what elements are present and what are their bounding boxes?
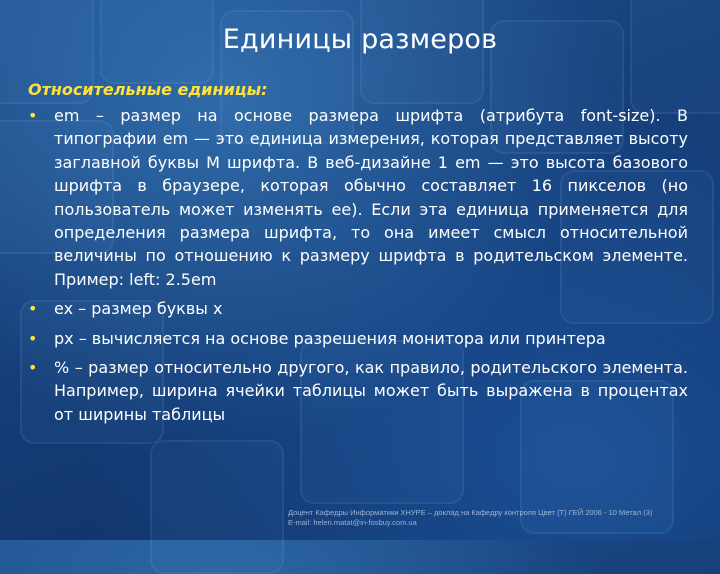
bullet-marker: • <box>28 358 38 378</box>
bullet-text: – размер буквы x <box>73 299 223 319</box>
slide-footer <box>288 508 698 528</box>
bullet-text: – размер относительно другого, как правило, родительского элемента. Например, ширина ячейки таблицы может быть выражена в процентах от ширины таблицы <box>54 358 688 424</box>
slide-title: Единицы размеров <box>222 24 498 55</box>
bullet-ex <box>28 297 688 320</box>
bullet-marker: • <box>28 106 38 125</box>
bullet-text: – размер на основе размера шрифта (атрибута font-size). В типографии em — это единица измерения, которая представляет высоту заглавной буквы М шрифта. В веб-дизайне 1 em — это высота базового шрифта в браузере, которая обычно составляет 16 пикселов (но пользователь может изменять ее). Если эта единица применяется для определения размера шрифта, то она имеет смысл относительной величины по отношению к размеру шрифта в родительском элементе. Пример: left: 2.5em <box>54 106 688 289</box>
bullet-term: px <box>54 328 74 348</box>
footer-email: E-mail: helen.matat@in-fosbuy.com.ua <box>288 518 417 527</box>
bullet-marker: • <box>28 328 38 348</box>
bullet-term: em <box>54 106 80 125</box>
bullet-px <box>28 327 688 350</box>
footer-line: Доцент Кафедры Информатики ХНУРЕ – доклад на Кафедру контроля Цвет (Т) ГЕЙ 2006 - 10 Метал (3) <box>288 508 653 517</box>
bullet-marker: • <box>28 299 38 319</box>
bullet-em <box>28 104 688 291</box>
section-heading: Относительные единицы: <box>28 80 268 99</box>
bullet-term: ex <box>54 299 74 319</box>
bullet-list <box>28 104 688 432</box>
bullet-text: – вычисляется на основе разрешения монитора или принтера <box>73 328 606 348</box>
bullet-term: % <box>54 358 70 378</box>
bullet-percent <box>28 356 688 426</box>
